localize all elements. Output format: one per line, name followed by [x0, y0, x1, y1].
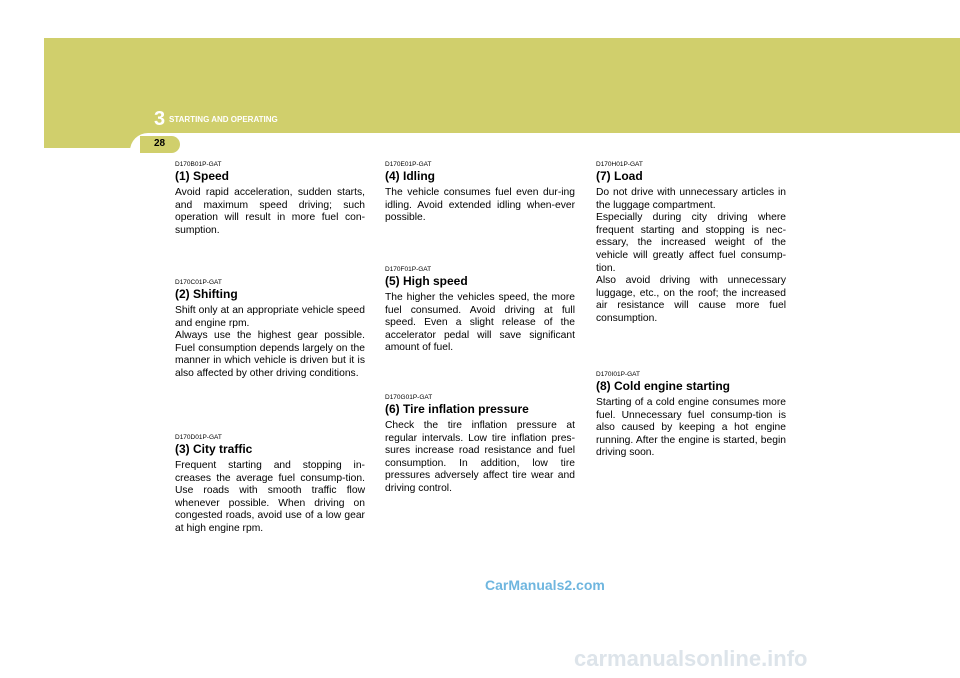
section-title: (7) Load	[596, 169, 643, 183]
section-body: Starting of a cold engine consumes more fuel. Unnecessary fuel consump-tion is also caused by keeping a hot engine running. After the engine is started, begin driving soon.	[596, 397, 786, 459]
column-2	[385, 160, 575, 496]
chapter-title: STARTING AND OPERATING	[169, 115, 278, 124]
section-code: D170C01P-GAT	[175, 279, 222, 286]
section-load	[596, 160, 786, 370]
watermark-footer: carmanualsonline.info	[574, 646, 808, 671]
section-code: D170G01P-GAT	[385, 394, 433, 401]
section-title: (4) Idling	[385, 169, 435, 183]
section-title: (2) Shifting	[175, 287, 238, 301]
section-body: Shift only at an appropriate vehicle speed and engine rpm. Always use the highest gear possible. Fuel consumption depends largely on the manner in which vehicle is driven but it is also affected by other driving conditions.	[175, 305, 365, 379]
section-title: (6) Tire inflation pressure	[385, 402, 529, 416]
column-3	[596, 160, 786, 460]
section-high-speed	[385, 265, 575, 393]
section-city-traffic	[175, 433, 365, 536]
chapter-number: 3	[154, 108, 166, 130]
section-title: (5) High speed	[385, 274, 468, 288]
section-title: (3) City traffic	[175, 442, 253, 456]
section-body: Avoid rapid acceleration, sudden starts, and maximum speed driving; such operation will result in more fuel con-sumption.	[175, 187, 365, 236]
section-body: The vehicle consumes fuel even dur-ing idling. Avoid extended idling when-ever possible.	[385, 187, 575, 224]
section-code: D170B01P-GAT	[175, 161, 222, 168]
section-body: Check the tire inflation pressure at regular intervals. Low tire inflation pres-sures increase road resistance and fuel consumption. In addition, low tire pressures adversely affect tire wear and driving control.	[385, 420, 575, 494]
section-idling	[385, 160, 575, 265]
watermark-link[interactable]: CarManuals2.com	[485, 577, 605, 593]
section-cold-engine	[596, 370, 786, 460]
section-shifting	[175, 278, 365, 433]
section-code: D170H01P-GAT	[596, 161, 643, 168]
section-code: D170I01P-GAT	[596, 371, 640, 378]
section-tire-inflation	[385, 393, 575, 496]
section-speed	[175, 160, 365, 278]
section-code: D170D01P-GAT	[175, 434, 222, 441]
section-body: The higher the vehicles speed, the more fuel consumed. Avoid driving at full speed. Even a slight release of the accelerator pedal will save significant amount of fuel.	[385, 292, 575, 354]
section-title: (8) Cold engine starting	[596, 379, 731, 393]
section-body: Do not drive with unnecessary articles in the luggage compartment. Especially during city driving where frequent starting and stopping is nec-essary, the increased weight of the vehicle will greatly affect fuel consump-tion. Also avoid driving with unnecessary luggage, etc., on the roof; the increased air resistance will cause more fuel consumption.	[596, 187, 786, 324]
column-1	[175, 160, 365, 536]
section-title: (1) Speed	[175, 169, 230, 183]
header-band	[44, 38, 960, 148]
page-number: 28	[154, 138, 166, 149]
section-code: D170E01P-GAT	[385, 161, 432, 168]
section-code: D170F01P-GAT	[385, 266, 432, 273]
section-body: Frequent starting and stopping in-creases the average fuel consump-tion. Use roads with smooth traffic flow whenever possible. When driving on congested roads, avoid use of a low gear at high engine rpm.	[175, 460, 365, 534]
